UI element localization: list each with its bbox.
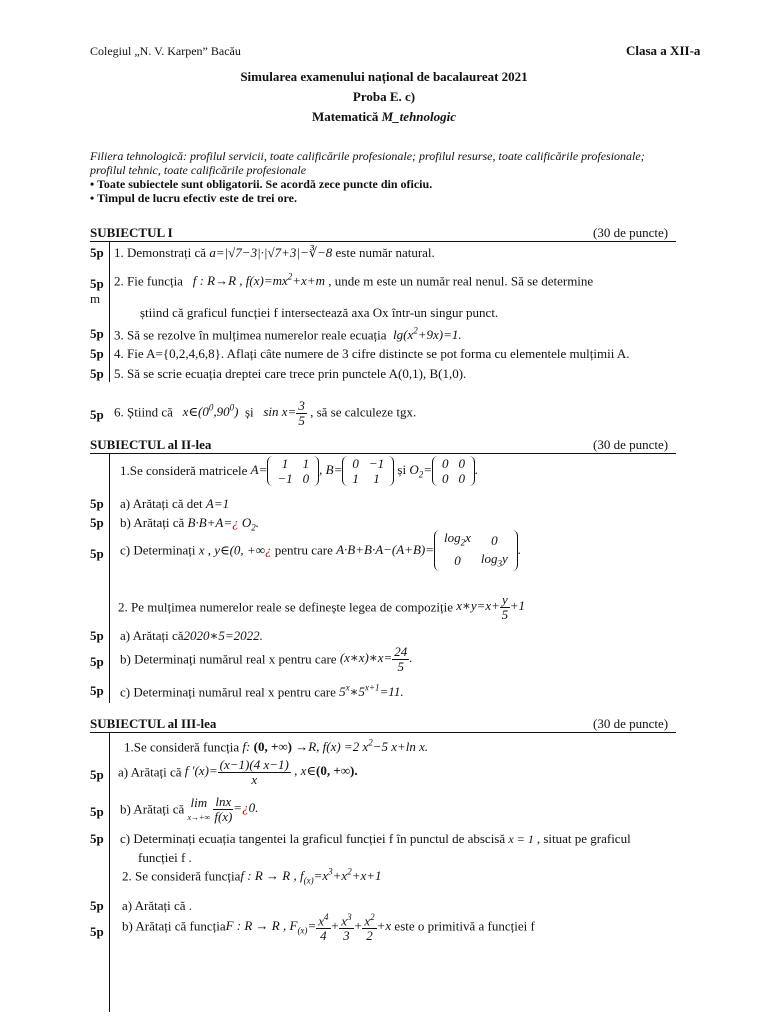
s1-item-2-cont: știind că graficul funcției f intersectează axa Ox într-un singur punct.: [140, 305, 499, 320]
s3-item-2b-formula: F : R → R , $F_{(x)}=$ $\frac{x^4}{4}$ + $\frac{x^3}{3}$ + $\frac{x^2}{2}$ +x: [225, 912, 392, 944]
s3-p2-intro: [122, 867, 382, 886]
s3-item-2a-points: 5p: [90, 898, 104, 913]
s3-item-2b-text: b) Arătați că funcția: [122, 918, 226, 934]
s2-p2-intro-text: 2. Pe mulțimea numerelor reale se definește legea de compoziție: [118, 599, 457, 615]
s2-item-2c-formula: $5^x∗5^{x+1}=11$.: [339, 683, 404, 700]
subject-prefix: Matematică: [311, 109, 382, 124]
s1-item-4-set: {0,2,4,6,8}: [162, 346, 221, 361]
s2-item-1c-text: c) Determinați: [120, 542, 199, 558]
s2-margin-line: [109, 453, 110, 703]
s3-p2-formula: f : R → R , $f_{(x)}=x^3+x^2+x+1$: [240, 867, 382, 886]
s2-title: SUBIECTUL al II-lea: [90, 437, 212, 452]
s1-item-5: 5. Să se scrie ecuația dreptei care trece prin punctele A(0,1), B(1,0).: [114, 366, 467, 381]
s2-item-1b-formula: B·B+A=¿ $O_2$.: [187, 515, 260, 533]
s3-item-2b: [122, 910, 535, 943]
s2-item-1a-text: a) Arătați că det: [120, 496, 206, 511]
s1-item-6: [114, 391, 416, 429]
s1-item-5-points: 5p: [90, 366, 104, 381]
s2-item-2b-text: b) Determinați numărul real x pentru care: [120, 651, 340, 667]
s2-item-2b: [120, 645, 413, 674]
s1-item-6-mid: și: [241, 404, 257, 420]
s2-p1-and: și: [394, 461, 410, 477]
s3-function-formula: f: (0, +∞) →R, f(x) =2 $x^2-5$ x+ln x.: [242, 738, 429, 755]
matrix-o2: $O_2=$ 0 0 0 0 .: [409, 456, 479, 486]
s3-item-1a-formula: f ′(x)= $\frac{(x-1)(4 x-1)}{x}$ , x∈(0, +∞).: [184, 757, 358, 787]
s2-item-2a-points: 5p: [90, 628, 104, 643]
s1-item-2-points: 5p: [90, 276, 104, 291]
s1-item-4-points: 5p: [90, 346, 104, 361]
filiera-line-2: profilul tehnic, toate calificările profesionale: [90, 163, 307, 177]
s2-divider: [90, 453, 676, 454]
s3-divider: [90, 732, 676, 733]
s3-points: (30 de puncte): [593, 716, 669, 731]
s2-item-1a-formula: A=1: [205, 496, 230, 511]
s2-item-2a-formula: 2020∗5=2022.: [183, 628, 263, 643]
s2-item-1b-points: 5p: [90, 515, 104, 530]
s1-item-6-points: 5p: [90, 407, 104, 422]
s2-points: (30 de puncte): [593, 437, 669, 452]
s3-item-1c-points: 5p: [90, 831, 104, 846]
s1-title: SUBIECTUL I: [90, 225, 173, 240]
s3-item-1b-points: 5p: [90, 804, 104, 819]
s1-item-6-interval: $x\in(0^0,90^0)$: [176, 403, 242, 420]
s2-item-2c-points: 5p: [90, 683, 104, 698]
s2-item-2a-text: a) Arătați că: [120, 628, 184, 643]
exam-subject: [0, 109, 768, 125]
filiera-line-1: Filiera tehnologică: profilul servicii, toate calificările profesionale; profilul resurse, toate calificările profesionale;: [90, 149, 645, 163]
matrix-a: A= 1 1 −1 0 , B= 0 −1 1 1: [251, 462, 395, 477]
s3-item-2b-points: 5p: [90, 924, 104, 939]
s1-item-4-pre: 4. Fie A=: [114, 346, 163, 361]
s3-item-2b-post: este o primitivă a funcției f: [391, 918, 535, 934]
rule-1: • Toate subiectele sunt obligatorii. Se acordă zece puncte din oficiu.: [90, 177, 433, 191]
s1-item-1-post: este număr natural.: [332, 245, 435, 260]
s1-item-6-pre: 6. Știind că: [114, 404, 177, 420]
s3-p1-intro: [124, 738, 428, 755]
subject-italic: M_tehnologic: [381, 109, 457, 124]
s1-item-2-post: , unde m este un număr real nenul. Să se determine: [324, 273, 594, 289]
s2-item-2c: [120, 683, 404, 700]
s2-p1-intro-text: 1.Se consideră matricele: [120, 463, 251, 478]
s2-law-formula: x∗y=x+ $\frac{y}{5}$ +1: [456, 592, 525, 622]
s3-title: SUBIECTUL al III-lea: [90, 716, 217, 731]
s2-item-1c-formula: A·B+B·A−(A+B)= $\log_2x$ 0 0 $\log_3y$ .: [336, 542, 521, 557]
s2-item-1c: [120, 530, 521, 571]
s3-item-1c-cont: funcției f .: [138, 850, 192, 865]
s2-item-1a: [120, 496, 229, 512]
s1-item-1: [114, 245, 435, 261]
s1-item-2-formula: f : R→R , $f(x)=mx^2+x+m$: [186, 272, 325, 289]
s3-item-1b-formula: lim x→+∞ $\frac{\ln x}{f(x)}$ =¿0.: [187, 794, 259, 824]
s2-item-2b-formula: (x∗x)∗x= $\frac{24}{5}$ .: [339, 644, 413, 674]
s3-item-1b: [120, 795, 258, 824]
s2-p1-intro: [120, 456, 478, 486]
s3-item-1c-post: , situat pe graficul: [536, 831, 631, 846]
exam-title: Simularea examenului național de bacalaureat 2021: [240, 69, 528, 84]
s3-item-1b-text: b) Arătați că: [120, 801, 188, 817]
s3-p2-intro-text: 2. Se consideră funcția: [122, 868, 241, 884]
s3-item-1c-formula: x = 1: [508, 832, 537, 846]
s1-item-2-m: m: [90, 291, 101, 306]
s2-item-1c-vars: x , y∈(0, +∞¿: [198, 542, 272, 558]
s3-margin-line: [109, 732, 110, 1012]
s1-item-3-formula: $\lg(x^2+9x)=1$.: [389, 326, 462, 343]
s2-item-1c-mid: pentru care: [271, 542, 337, 558]
s1-item-3-points: 5p: [90, 326, 104, 341]
s3-item-1a: [118, 758, 358, 787]
s1-item-6-post: , să se calculeze tgx.: [310, 404, 417, 420]
s2-p2-intro: [118, 593, 525, 622]
s1-margin-line: [109, 241, 110, 382]
s3-item-2a: a) Arătați că .: [122, 898, 193, 913]
s2-item-1c-points: 5p: [90, 546, 104, 561]
s1-item-3-pre: 3. Să se rezolve în mulțimea numerelor reale ecuația: [114, 327, 390, 343]
s1-item-2: [114, 272, 593, 289]
s1-item-1-formula: a=|√7−3|·|√7+3|−∛−8: [209, 245, 333, 260]
s1-item-1-points: 5p: [90, 245, 104, 260]
s1-item-1-pre: 1. Demonstrați că: [114, 245, 210, 260]
s2-item-1a-points: 5p: [90, 496, 104, 511]
s1-item-2-pre: 2. Fie funcția: [114, 273, 187, 289]
rule-2: • Timpul de lucru efectiv este de trei ore.: [90, 191, 297, 205]
s2-item-2c-text: c) Determinați numărul real x pentru care: [120, 684, 340, 700]
s3-item-1a-text: a) Arătați că: [118, 764, 185, 780]
s3-item-1c: [120, 831, 631, 847]
s2-item-1b-text: b) Arătați că: [120, 515, 188, 530]
s2-item-2b-points: 5p: [90, 654, 104, 669]
exam-proba: Proba E. c): [352, 89, 416, 104]
s1-points: (30 de puncte): [593, 225, 669, 240]
s3-item-1a-points: 5p: [90, 767, 104, 782]
school-name: Colegiul „N. V. Karpen” Bacău: [90, 44, 241, 58]
s1-item-6-sin: sin x= $\frac{3}{5}$: [256, 397, 305, 428]
class-label: Clasa a XII-a: [626, 43, 701, 58]
s3-item-1c-text: c) Determinați ecuația tangentei la graficul funcției f în punctul de abscisă: [120, 831, 509, 846]
s2-item-2a: [120, 628, 263, 644]
s1-item-3: [114, 326, 462, 343]
s3-p1-intro-text: 1.Se consideră funcția: [124, 739, 243, 755]
s1-item-4-post: . Aflați câte numere de 3 cifre distincte se pot forma cu elementele mulțimii A.: [220, 346, 630, 361]
s1-divider: [90, 241, 676, 242]
s1-item-4: [114, 346, 630, 362]
